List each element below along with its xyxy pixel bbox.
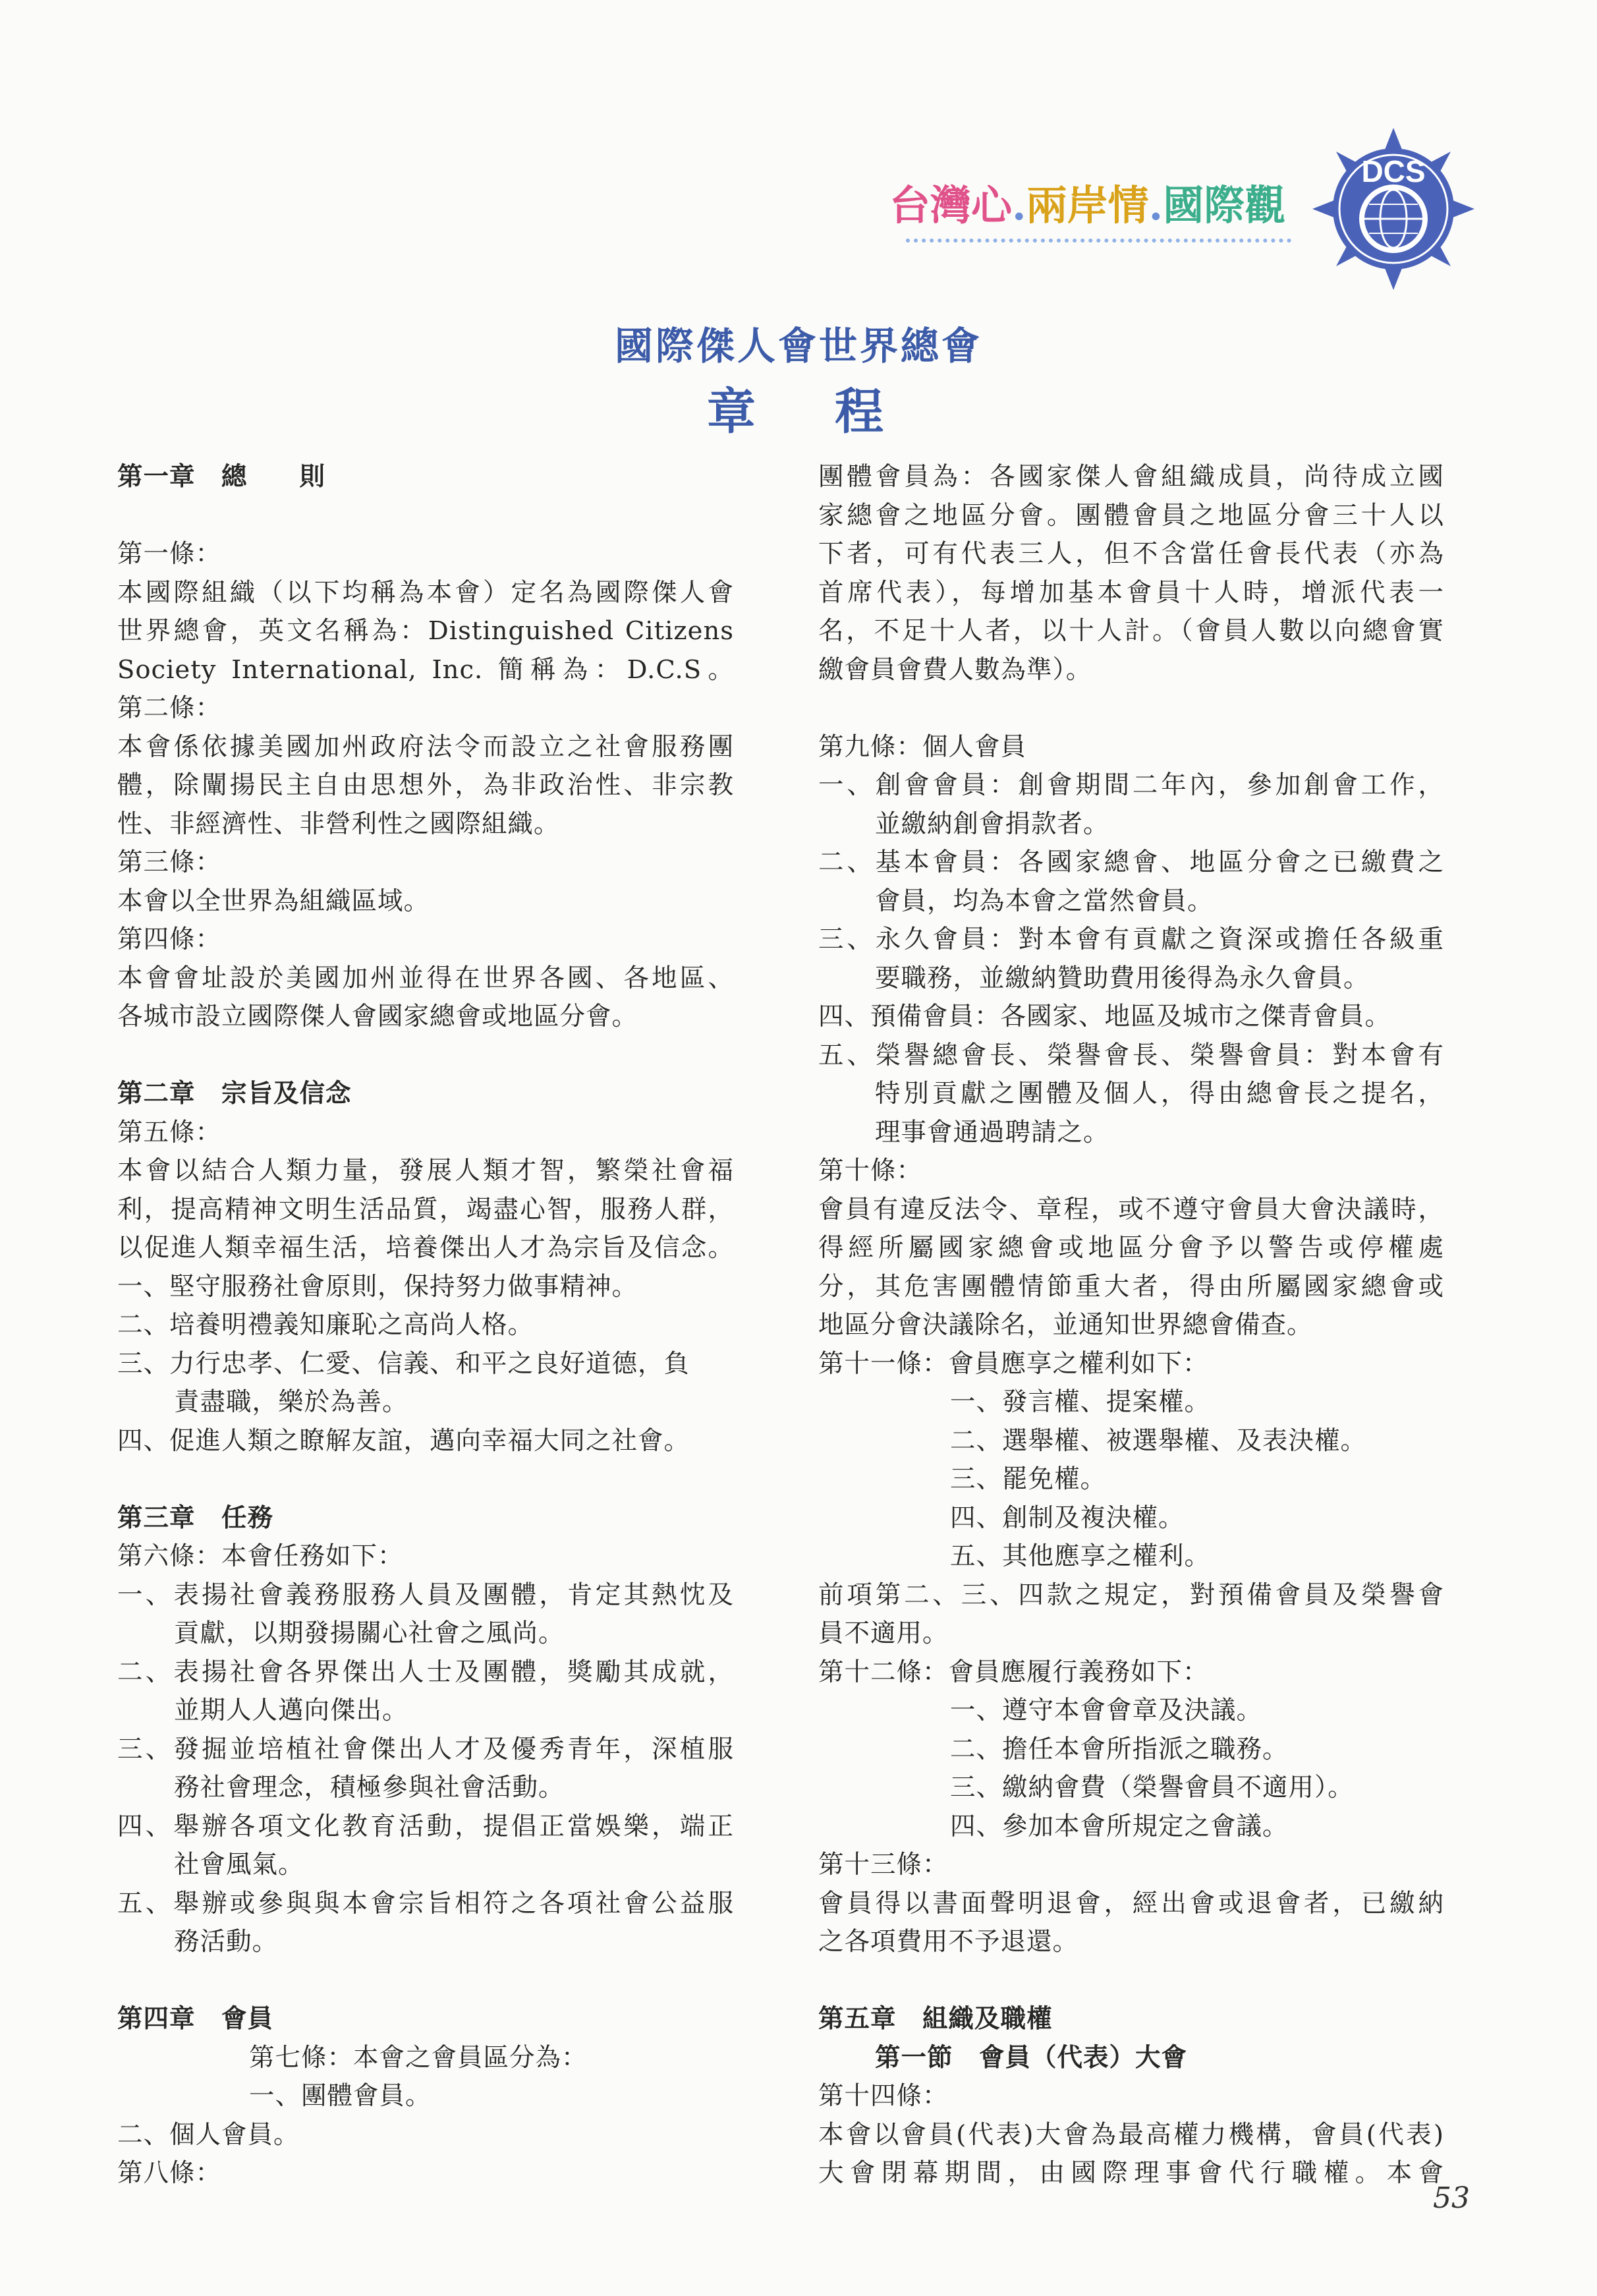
text-line: 二、個人會員。 — [117, 2119, 300, 2150]
text-line: 本會會址設於美國加州並得在世界各國、各地區、 — [117, 963, 734, 993]
text-line: 前項第二、三、四款之規定，對預備會員及榮譽會 — [818, 1580, 1444, 1610]
chapter-heading: 第一節 會員（代表）大會 — [875, 2042, 1188, 2073]
text-line: 三、發掘並培植社會傑出人才及優秀青年，深植服 — [117, 1734, 734, 1764]
text-line: 會員得以書面聲明退會，經出會或退會者，已繳納 — [818, 1888, 1444, 1918]
text-line: 一、創會會員：創會期間二年內，參加創會工作， — [818, 770, 1444, 800]
logo-text: DCS — [1361, 154, 1426, 188]
text-line: 二、擔任本會所指派之職務。 — [950, 1734, 1289, 1764]
text-line: 第十二條：會員應履行義務如下： — [818, 1657, 1209, 1687]
text-line: 會員，均為本會之當然會員。 — [875, 886, 1214, 916]
chapter-heading: 第三章 任務 — [117, 1503, 274, 1533]
text-line: 社會風氣。 — [174, 1850, 304, 1880]
blank-line — [818, 1962, 1444, 2001]
text-line: 第七條：本會之會員區分為： — [249, 2042, 588, 2073]
text-line: 一、發言權、提案權。 — [950, 1387, 1211, 1417]
text-line: 地區分會決議除名，並通知世界總會備查。 — [818, 1310, 1313, 1340]
blank-line — [117, 1037, 734, 1076]
text-line: 四、促進人類之瞭解友誼，邁向幸福大同之社會。 — [117, 1425, 690, 1456]
blank-line — [117, 497, 734, 536]
slogan: 台灣心.兩岸情.國際觀 — [889, 181, 1286, 229]
text-line: 第十一條：會員應享之權利如下： — [818, 1348, 1209, 1379]
text-line: 家總會之地區分會。團體會員之地區分會三十人以 — [818, 500, 1444, 531]
chapter-heading: 第二章 宗旨及信念 — [117, 1079, 352, 1108]
text-line: 四、舉辦各項文化教育活動，提倡正當娛樂，端正 — [117, 1811, 734, 1841]
chapter-heading: 第五章 組織及職權 — [818, 2004, 1053, 2034]
text-line: 二、基本會員：各國家總會、地區分會之已繳費之 — [818, 847, 1444, 877]
text-line: 員不適用。 — [818, 1619, 949, 1648]
text-line: 特別貢獻之團體及個人，得由總會長之提名， — [875, 1079, 1444, 1108]
text-line: 本國際組織（以下均稱為本會）定名為國際傑人會 — [117, 577, 734, 608]
text-line: 得經所屬國家總會或地區分會予以警告或停權處 — [818, 1233, 1444, 1263]
text-line: Society International, Inc. 簡稱為：D.C.S。 — [117, 654, 734, 685]
text-line: 三、繳納會費（榮譽會員不適用）。 — [950, 1773, 1354, 1802]
text-line: 以促進人類幸福生活，培養傑出人才為宗旨及信念。 — [117, 1233, 734, 1263]
text-line: 五、榮譽總會長、榮譽會長、榮譽會員：對本會有 — [818, 1040, 1444, 1070]
text-line: 名，不足十人者，以十人計。（會員人數以向總會實 — [818, 616, 1444, 646]
text-line: 本會以會員(代表)大會為最高權力機構，會員(代表) — [818, 2119, 1444, 2150]
text-line: 務社會理念，積極參與社會活動。 — [174, 1773, 565, 1802]
text-line: 四、參加本會所規定之會議。 — [950, 1811, 1289, 1841]
text-line: 第一條： — [117, 539, 222, 569]
text-line: 務活動。 — [174, 1927, 279, 1957]
text-line: 並繳納創會捐款者。 — [875, 809, 1109, 839]
text-line: 第五條： — [117, 1117, 222, 1147]
text-line: 三、永久會員：對本會有貢獻之資深或擔任各級重 — [818, 925, 1444, 954]
dcs-logo-icon — [1311, 127, 1476, 291]
text-line: 大會閉幕期間，由國際理事會代行職權。本會 — [818, 2158, 1444, 2188]
slogan-part-taiwan: 台灣心 — [889, 181, 1013, 229]
text-line: 體，除闡揚民主自由思想外，為非政治性、非宗教 — [117, 770, 734, 800]
text-line: 四、預備會員：各國家、地區及城市之傑青會員。 — [818, 1002, 1391, 1031]
text-line: 貢獻，以期發揚關心社會之風尚。 — [174, 1619, 565, 1648]
text-line: 一、遵守本會會章及決議。 — [950, 1696, 1263, 1725]
text-line: 本會以全世界為組織區域。 — [117, 886, 430, 916]
text-line: 繳會員會費人數為準）。 — [818, 654, 1092, 685]
text-line: 一、團體會員。 — [249, 2081, 432, 2111]
page-number: 53 — [1433, 2181, 1470, 2215]
text-line: 團體會員為：各國家傑人會組織成員，尚待成立國 — [818, 462, 1444, 492]
chapter-heading: 第四章 會員 — [117, 2004, 274, 2034]
slogan-part-cross-strait: 兩岸情 — [1026, 181, 1149, 229]
text-line: 之各項費用不予退還。 — [818, 1927, 1079, 1957]
text-line: 要職務，並繳納贊助費用後得為永久會員。 — [875, 963, 1370, 993]
text-line: 第三條： — [117, 847, 222, 877]
blank-line — [117, 1962, 734, 2001]
slogan-part-international: 國際觀 — [1163, 181, 1286, 229]
right-column — [818, 458, 1444, 2193]
chapter-heading: 第一章 總 則 — [117, 462, 326, 492]
text-line: 四、創制及複決權。 — [950, 1503, 1185, 1533]
text-line: 第十條： — [818, 1156, 923, 1186]
blank-line — [117, 1460, 734, 1499]
document-title: 章程 — [707, 384, 963, 440]
text-line: 一、表揚社會義務服務人員及團體，肯定其熱忱及 — [117, 1580, 734, 1610]
text-line: 五、舉辦或參與與本會宗旨相符之各項社會公益服 — [117, 1888, 734, 1918]
left-column — [117, 458, 734, 2193]
text-line: 一、堅守服務社會原則，保持努力做事精神。 — [117, 1271, 638, 1302]
organization-title: 國際傑人會世界總會 — [614, 324, 982, 368]
text-line: 三、力行忠孝、仁愛、信義、和平之良好道德，負 — [117, 1348, 690, 1379]
text-line: 二、選舉權、被選舉權、及表決權。 — [950, 1425, 1367, 1456]
text-line: 首席代表），每增加基本會員十人時，增派代表一 — [818, 577, 1444, 608]
text-line: 性、非經濟性、非營利性之國際組織。 — [117, 809, 560, 839]
text-line: 利，提高精神文明生活品質，竭盡心智，服務人群， — [117, 1194, 734, 1224]
text-line: 第十四條： — [818, 2081, 949, 2111]
text-line: 世界總會，英文名稱為：Distinguished Citizens — [117, 616, 734, 646]
text-line: 第八條： — [117, 2158, 222, 2188]
text-line: 理事會通過聘請之。 — [875, 1117, 1109, 1147]
text-line: 各城市設立國際傑人會國家總會或地區分會。 — [117, 1002, 638, 1031]
text-line: 二、表揚社會各界傑出人士及團體，獎勵其成就， — [117, 1657, 734, 1687]
text-line: 本會係依據美國加州政府法令而設立之社會服務團 — [117, 732, 734, 762]
text-line: 第九條：個人會員 — [818, 732, 1027, 762]
blank-line — [818, 689, 1444, 728]
text-line: 第二條： — [117, 693, 222, 723]
slogan-underline — [906, 239, 1291, 243]
text-line: 三、罷免權。 — [950, 1464, 1107, 1494]
text-line: 會員有違反法令、章程，或不遵守會員大會決議時， — [818, 1194, 1444, 1224]
text-line: 本會以結合人類力量，發展人類才智，繁榮社會福 — [117, 1156, 734, 1186]
text-line: 並期人人邁向傑出。 — [174, 1696, 408, 1725]
text-line: 第十三條： — [818, 1850, 949, 1880]
text-line: 責盡職，樂於為善。 — [174, 1387, 408, 1417]
text-line: 分，其危害團體情節重大者，得由所屬國家總會或 — [818, 1271, 1444, 1302]
text-line: 五、其他應享之權利。 — [950, 1541, 1211, 1571]
text-line: 下者，可有代表三人，但不含當任會長代表（亦為 — [818, 539, 1444, 569]
text-line: 第六條：本會任務如下： — [117, 1541, 404, 1571]
text-line: 第四條： — [117, 925, 222, 954]
text-line: 二、培養明禮義知廉恥之高尚人格。 — [117, 1310, 534, 1340]
